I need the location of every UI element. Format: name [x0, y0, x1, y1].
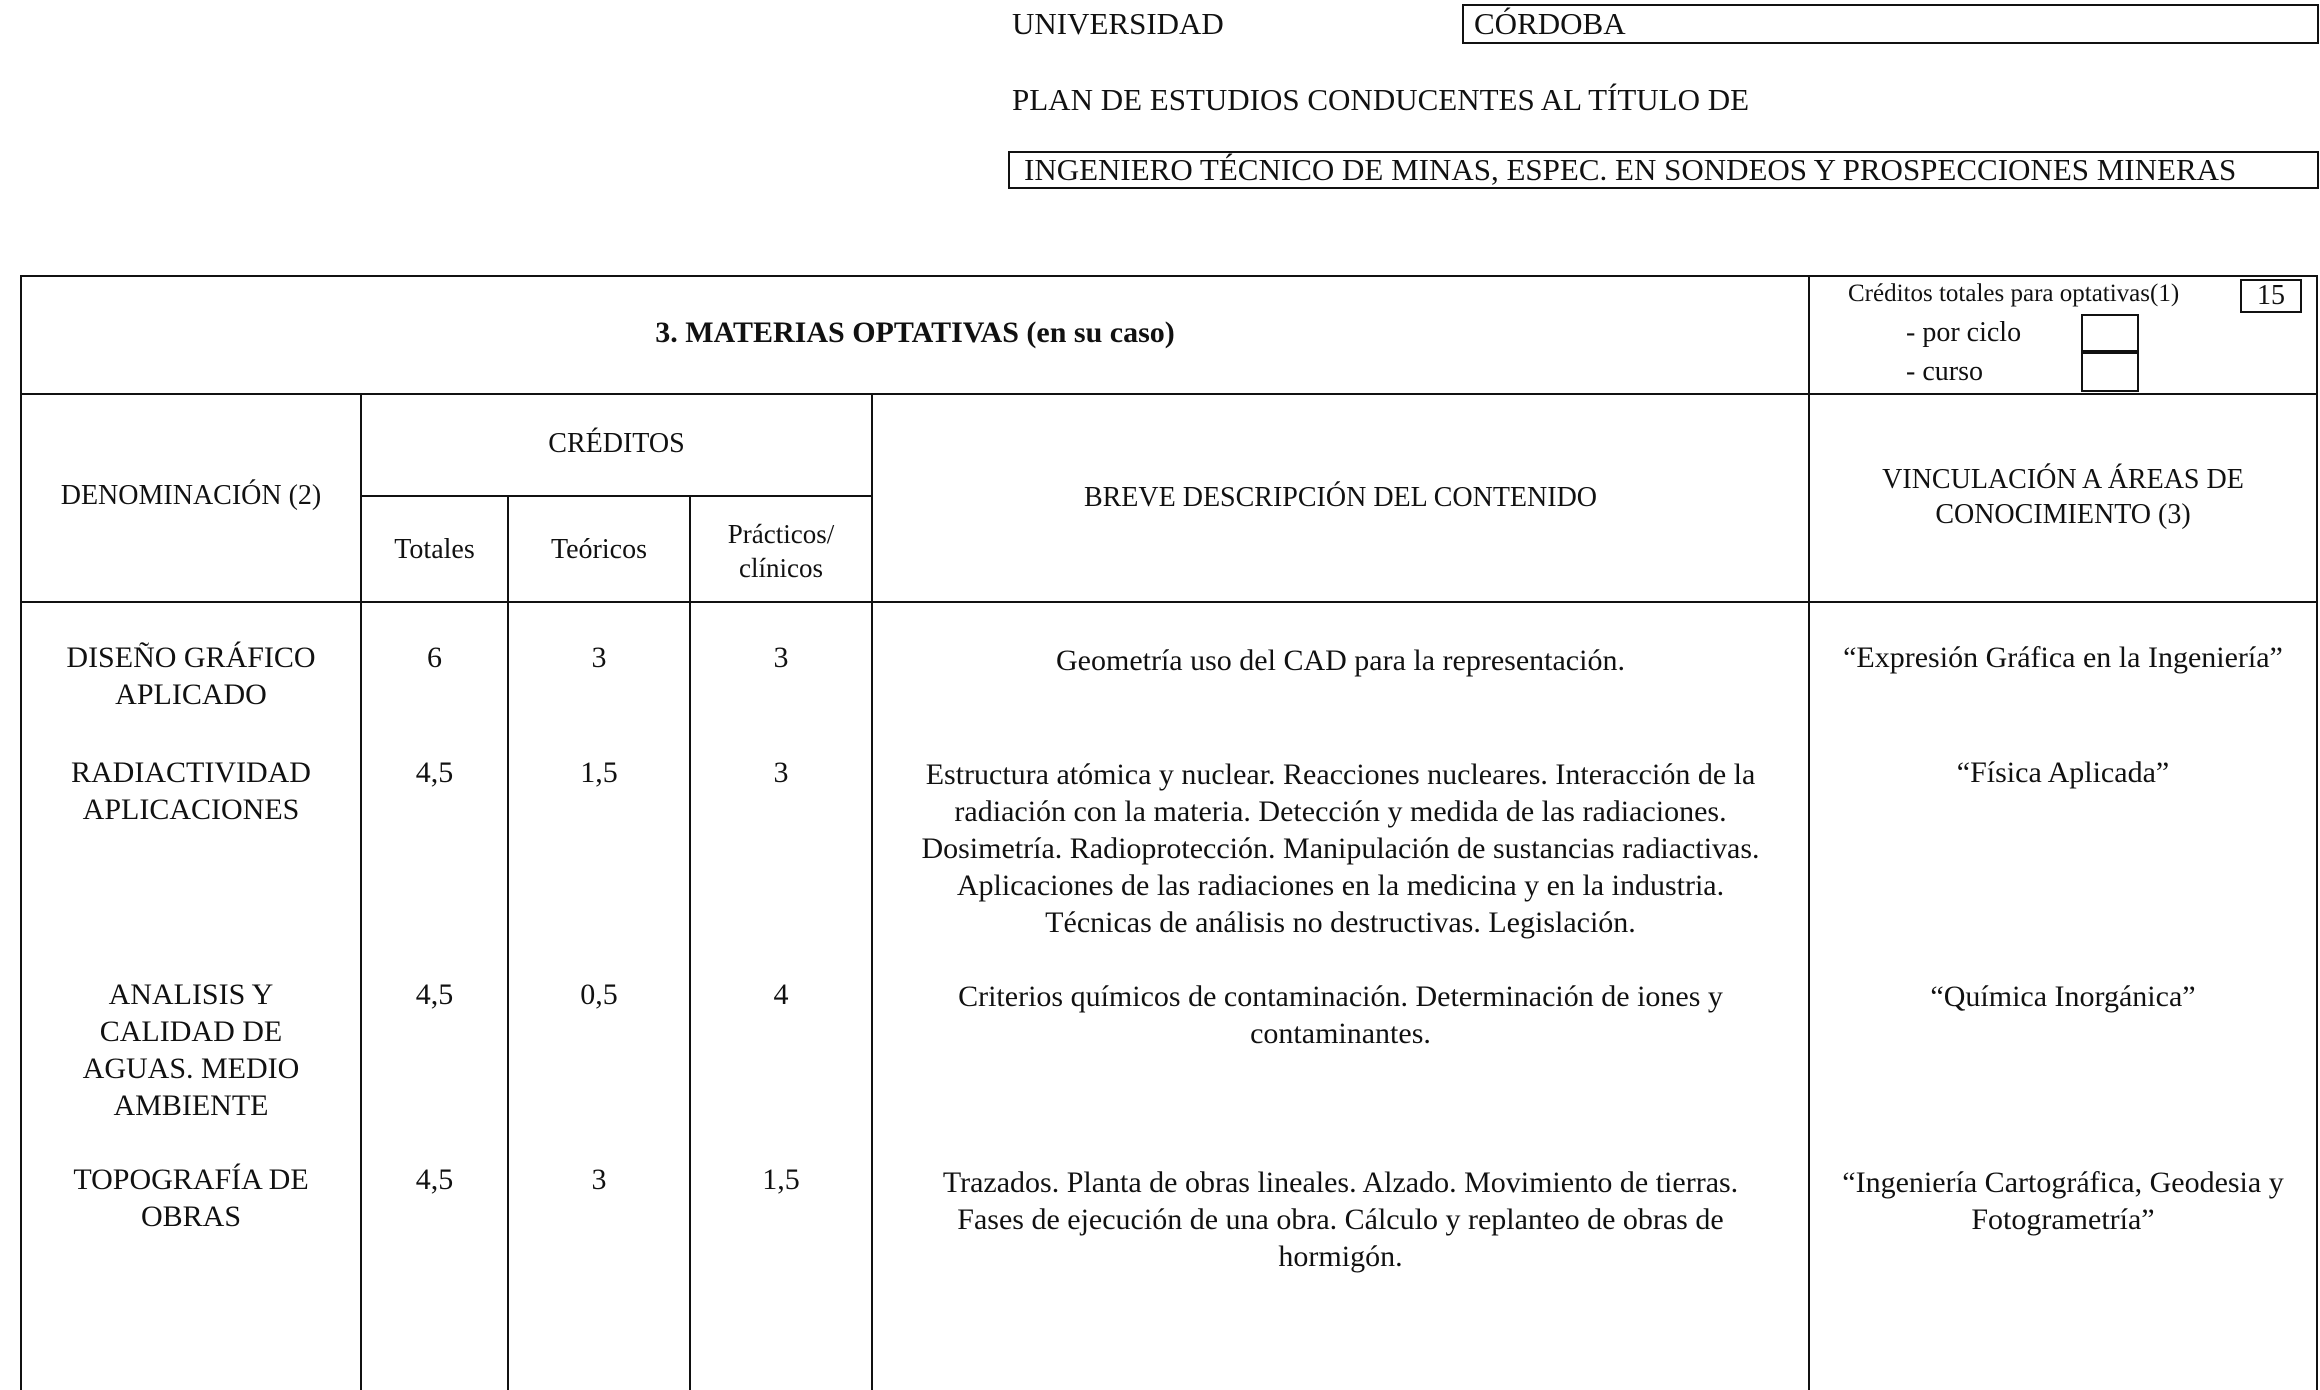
col-header-vinculacion: [1810, 462, 2316, 532]
row-descripcion: Criterios químicos de contaminación. Determinación de iones y contaminantes.: [958, 980, 1723, 1050]
credits-total-label: Créditos totales para optativas(1): [1848, 280, 2180, 307]
col-header-vinculacion-line2: CONOCIMIENTO (3): [1935, 499, 2191, 530]
col-header-practicos-line2: clínicos: [739, 553, 823, 583]
title-row-divider: [1808, 275, 1810, 395]
row-practicos: 4: [773, 978, 789, 1011]
row-denominacion: RADIACTIVIDAD APLICACIONES: [71, 756, 311, 826]
degree-title: INGENIERO TÉCNICO DE MINAS, ESPEC. EN SONDEOS Y PROSPECCIONES MINERAS: [1024, 152, 2237, 187]
credits-total-value: 15: [2257, 280, 2285, 311]
col-line-teoricos: [689, 495, 691, 1390]
col-header-practicos-line1: Prácticos/: [727, 519, 835, 549]
col-header-practicos: [691, 517, 871, 585]
row-denominacion: ANALISIS Y CALIDAD DE AGUAS. MEDIO AMBIENTE: [82, 978, 300, 1122]
row-area: “Física Aplicada”: [1956, 756, 2170, 789]
university-value-box: [1462, 4, 2319, 44]
row-area: “Ingeniería Cartográfica, Geodesia y Fotogrametría”: [1842, 1166, 2284, 1236]
col-header-creditos: CRÉDITOS: [548, 428, 685, 459]
row-descripcion: Geometría uso del CAD para la representación.: [1056, 644, 1625, 677]
credits-total-box: [2240, 279, 2302, 313]
row-teoricos: 1,5: [580, 756, 618, 789]
col-header-vinculacion-line1: VINCULACIÓN A ÁREAS DE: [1882, 464, 2244, 495]
row-practicos: 1,5: [762, 1163, 800, 1196]
table-border-top: [20, 275, 2318, 277]
curso-label: - curso: [1906, 356, 1983, 387]
row-teoricos: 3: [591, 1163, 607, 1196]
creditos-divider: [360, 495, 872, 497]
col-header-teoricos: Teóricos: [550, 534, 647, 565]
section-title: 3. MATERIAS OPTATIVAS (en su caso): [655, 316, 1175, 349]
row-totales: 6: [427, 641, 442, 674]
por-ciclo-label: - por ciclo: [1906, 317, 2022, 348]
table-border-right: [2316, 275, 2318, 1390]
col-line-descripcion: [1808, 393, 1810, 1390]
row-area: “Química Inorgánica”: [1930, 980, 2196, 1013]
col-header-denominacion: DENOMINACIÓN (2): [60, 480, 322, 511]
row-descripcion: Trazados. Planta de obras lineales. Alzado. Movimiento de tierras. Fases de ejecución de una obra. Cálculo y replanteo de obras de hormigón.: [942, 1166, 1739, 1273]
row-descripcion: Estructura atómica y nuclear. Reacciones nucleares. Interacción de la radiación con la materia. Detección y medida de las radiaciones. Dosimetría. Radioprotección. Manipulación de sustancias radiactivas. Aplicaciones de las radiaciones en la medicina y en la industria. Técnicas de análisis no destructivas. Legislación.: [921, 758, 1760, 939]
row-teoricos: 3: [591, 641, 607, 674]
degree-title-box: [1008, 151, 2319, 189]
header-row-bottom: [20, 601, 2318, 603]
row-practicos: 3: [773, 641, 789, 674]
row-area: “Expresión Gráfica en la Ingeniería”: [1843, 641, 2283, 674]
col-header-descripcion: BREVE DESCRIPCIÓN DEL CONTENIDO: [1083, 482, 1598, 513]
university-value: CÓRDOBA: [1474, 6, 1626, 41]
col-header-totales: Totales: [394, 534, 475, 565]
row-practicos: 3: [773, 756, 789, 789]
title-row-bottom: [20, 393, 2318, 395]
por-ciclo-box: [2081, 314, 2139, 352]
curso-box: [2081, 352, 2139, 392]
plan-label: PLAN DE ESTUDIOS CONDUCENTES AL TÍTULO DE: [1012, 82, 1750, 117]
row-denominacion: DISEÑO GRÁFICO APLICADO: [66, 641, 316, 711]
row-totales: 4,5: [415, 978, 454, 1011]
university-label: UNIVERSIDAD: [1012, 6, 1224, 41]
col-line-totales: [507, 495, 509, 1390]
row-teoricos: 0,5: [580, 978, 618, 1011]
row-totales: 4,5: [415, 756, 454, 789]
row-denominacion: TOPOGRAFÍA DE OBRAS: [73, 1163, 309, 1233]
row-totales: 4,5: [415, 1163, 454, 1196]
